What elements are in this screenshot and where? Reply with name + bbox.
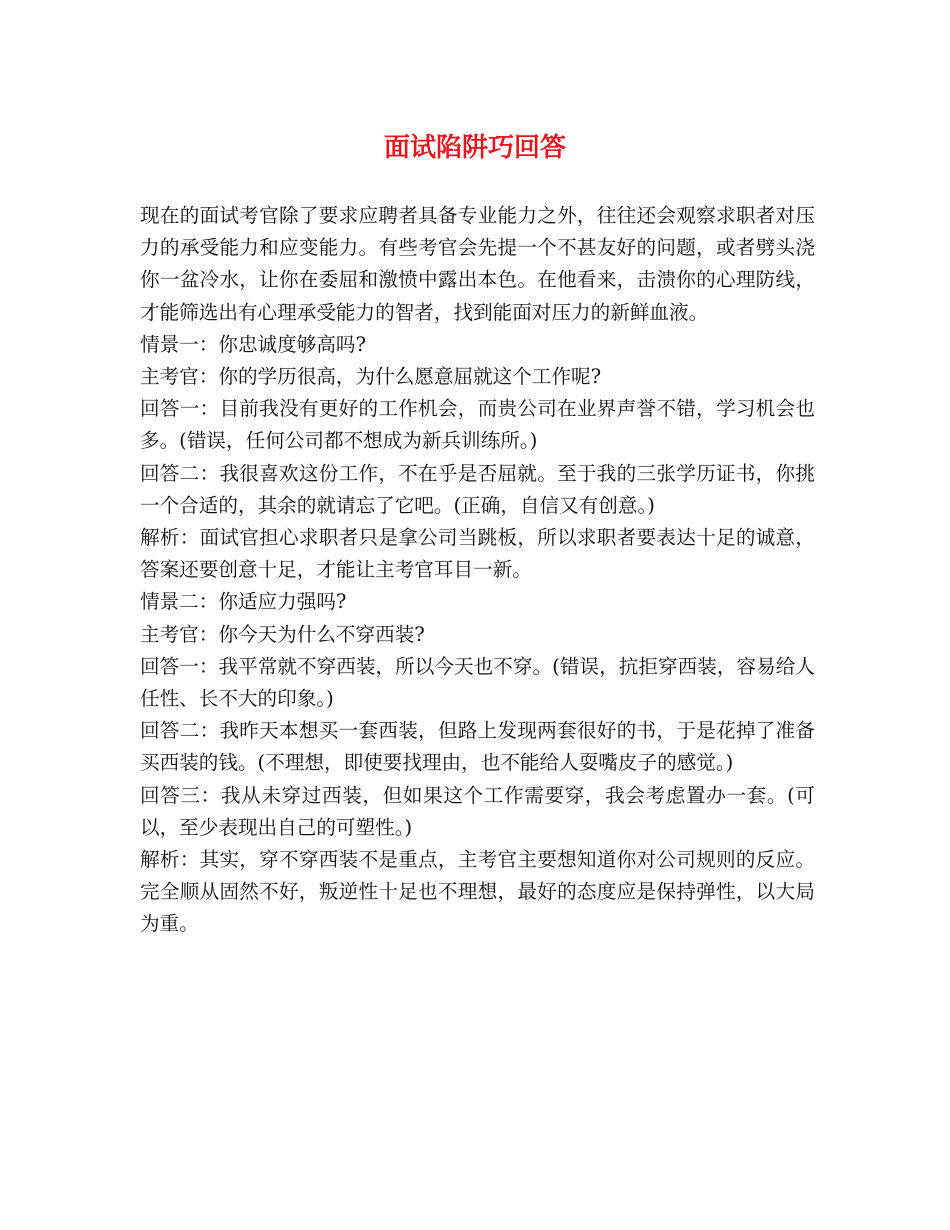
document-title: 面试陷阱巧回答 (383, 133, 566, 163)
scenario-1-answer-2: 回答二：我很喜欢这份工作，不在乎是否屈就。至于我的三张学历证书，你挑一个合适的，其余的就请忘了它吧。(正确，自信又有创意。) (140, 461, 815, 517)
scenario-2-answer-3: 回答三：我从未穿过西装，但如果这个工作需要穿，我会考虑置办一套。(可以，至少表现出自己的可塑性。) (140, 783, 815, 839)
scenario-2-heading: 情景二：你适应力强吗? (140, 590, 347, 614)
scenario-2-question: 主考官：你今天为什么不穿西装? (140, 622, 425, 646)
document-body (140, 200, 815, 941)
intro-paragraph: 现在的面试考官除了要求应聘者具备专业能力之外，往往还会观察求职者对压力的承受能力和应变能力。有些考官会先提一个不甚友好的问题，或者劈头浇你一盆冷水，让你在委屈和激愤中露出本色。在他看来，击溃你的心理防线，才能筛选出有心理承受能力的智者，找到能面对压力的新鲜血液。 (140, 204, 815, 324)
scenario-1-analysis: 解析：面试官担心求职者只是拿公司当跳板，所以求职者要表达十足的诚意，答案还要创意十足，才能让主考官耳目一新。 (140, 526, 815, 582)
scenario-2-answer-2: 回答二：我昨天本想买一套西装，但路上发现两套很好的书，于是花掉了准备买西装的钱。(不理想，即使要找理由，也不能给人耍嘴皮子的感觉。) (140, 719, 815, 775)
scenario-2-analysis: 解析：其实，穿不穿西装不是重点，主考官主要想知道你对公司规则的反应。完全顺从固然不好，叛逆性十足也不理想，最好的态度应是保持弹性，以大局为重。 (140, 848, 815, 936)
scenario-1-question: 主考官：你的学历很高，为什么愿意屈就这个工作呢? (140, 365, 602, 389)
scenario-1-heading: 情景一：你忠诚度够高吗? (140, 332, 367, 356)
scenario-2-answer-1: 回答一：我平常就不穿西装，所以今天也不穿。(错误，抗拒穿西装，容易给人任性、长不大的印象。) (140, 654, 815, 711)
scenario-1-answer-1: 回答一：目前我没有更好的工作机会，而贵公司在业界声誉不错，学习机会也多。(错误，任何公司都不想成为新兵训练所。) (140, 397, 815, 453)
